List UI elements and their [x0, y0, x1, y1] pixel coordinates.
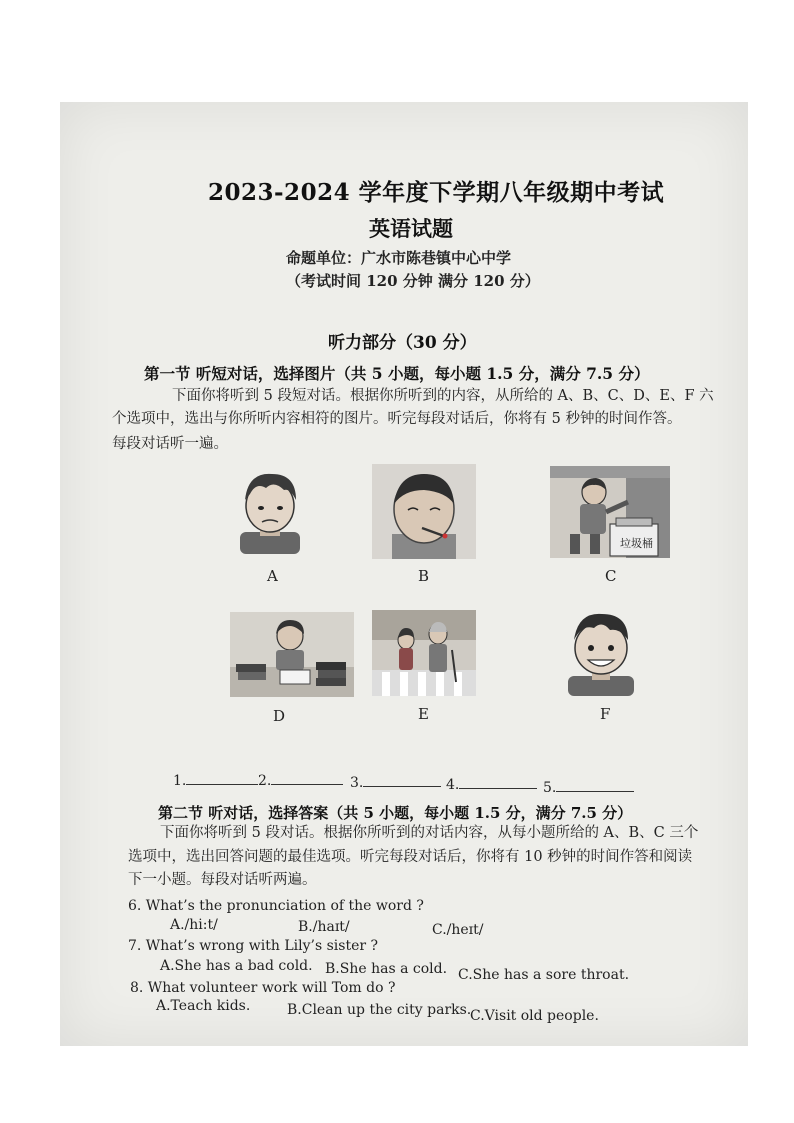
question-option[interactable]: A./hi:t/	[170, 917, 218, 933]
study-desk-icon	[230, 612, 354, 697]
picture-label: E	[418, 705, 429, 723]
answer-blank[interactable]	[186, 770, 258, 785]
question-stem: 6. What’s the pronunciation of the word ?	[128, 898, 424, 914]
answer-blank[interactable]	[459, 774, 537, 789]
picture-d	[230, 612, 354, 697]
picture-c	[550, 466, 670, 558]
picture-b	[372, 464, 476, 559]
picture-f	[558, 606, 644, 696]
section1-title: 第一节 听短对话，选择图片（共 5 小题，每小题 1.5 分，满分 7.5 分）	[144, 364, 650, 383]
picture-e	[372, 610, 476, 696]
exam-info: （考试时间 120 分钟 满分 120 分）	[286, 272, 540, 290]
question-option[interactable]: C./heɪt/	[432, 922, 484, 938]
picture-label: F	[600, 705, 611, 723]
question-option[interactable]: C.She has a sore throat.	[458, 967, 630, 983]
exam-title: 2023-2024 学年度下学期八年级期中考试	[208, 179, 665, 206]
sad-boy-icon	[230, 464, 310, 554]
question-option[interactable]: A.She has a bad cold.	[160, 958, 313, 974]
section1-instruction-line: 每段对话听一遍。	[112, 436, 228, 452]
section2-instruction-line: 选项中，选出回答问题的最佳选项。听完每段对话后，你将有 10 秒钟的时间作答和阅读	[128, 849, 693, 865]
answer-blank[interactable]	[363, 772, 441, 787]
answer-blank[interactable]	[556, 777, 634, 792]
picture-label: B	[418, 567, 430, 585]
answer-number: 4.	[446, 777, 460, 793]
answer-blank-row	[258, 770, 343, 789]
exam-paper-photo	[60, 102, 748, 1046]
answer-blank-row	[543, 777, 634, 796]
question-option[interactable]: A.Teach kids.	[156, 998, 251, 1014]
answer-number: 1.	[173, 773, 187, 789]
exam-subtitle: 英语试题	[369, 216, 453, 241]
listening-heading: 听力部分（30 分）	[328, 333, 477, 353]
answer-blank-row	[446, 774, 537, 793]
question-option[interactable]: C.Visit old people.	[470, 1008, 599, 1024]
section1-instruction-line: 下面你将听到 5 段短对话。根据你所听到的内容，从所给的 A、B、C、D、E、F 六	[172, 388, 714, 404]
question-option[interactable]: B./haɪt/	[298, 919, 350, 935]
answer-number: 3.	[350, 775, 364, 791]
section2-instruction-line: 下面你将听到 5 段对话。根据你所听到的对话内容，从每小题所给的 A、B、C 三个	[160, 825, 699, 841]
sick-thermometer-icon	[372, 464, 476, 559]
crossing-road-icon	[372, 610, 476, 696]
happy-boy-icon	[558, 606, 644, 696]
picture-label: A	[267, 567, 278, 585]
section2-title: 第二节 听对话，选择答案（共 5 小题，每小题 1.5 分，满分 7.5 分）	[158, 804, 633, 822]
picture-label: D	[273, 707, 286, 725]
picture-a	[230, 464, 310, 554]
trash-bin-label: 垃圾桶	[620, 537, 653, 550]
answer-number: 2.	[258, 773, 272, 789]
answer-blank-row	[350, 772, 441, 791]
answer-blank[interactable]	[271, 770, 343, 785]
answer-blank-row	[173, 770, 258, 789]
section2-instruction-line: 下一小题。每段对话听两遍。	[128, 872, 317, 888]
exam-unit: 命题单位：广水市陈巷镇中心中学	[286, 249, 512, 267]
question-option[interactable]: B.Clean up the city parks.	[287, 1002, 472, 1018]
picture-label: C	[605, 567, 617, 585]
answer-number: 5.	[543, 780, 557, 796]
section1-instruction-line: 个选项中，选出与你所听内容相符的图片。听完每段对话后，你将有 5 秒钟的时间作答。	[112, 411, 682, 427]
question-stem: 8. What volunteer work will Tom do ?	[130, 980, 396, 996]
question-option[interactable]: B.She has a cold.	[325, 961, 448, 977]
question-stem: 7. What’s wrong with Lily’s sister ?	[128, 938, 379, 954]
